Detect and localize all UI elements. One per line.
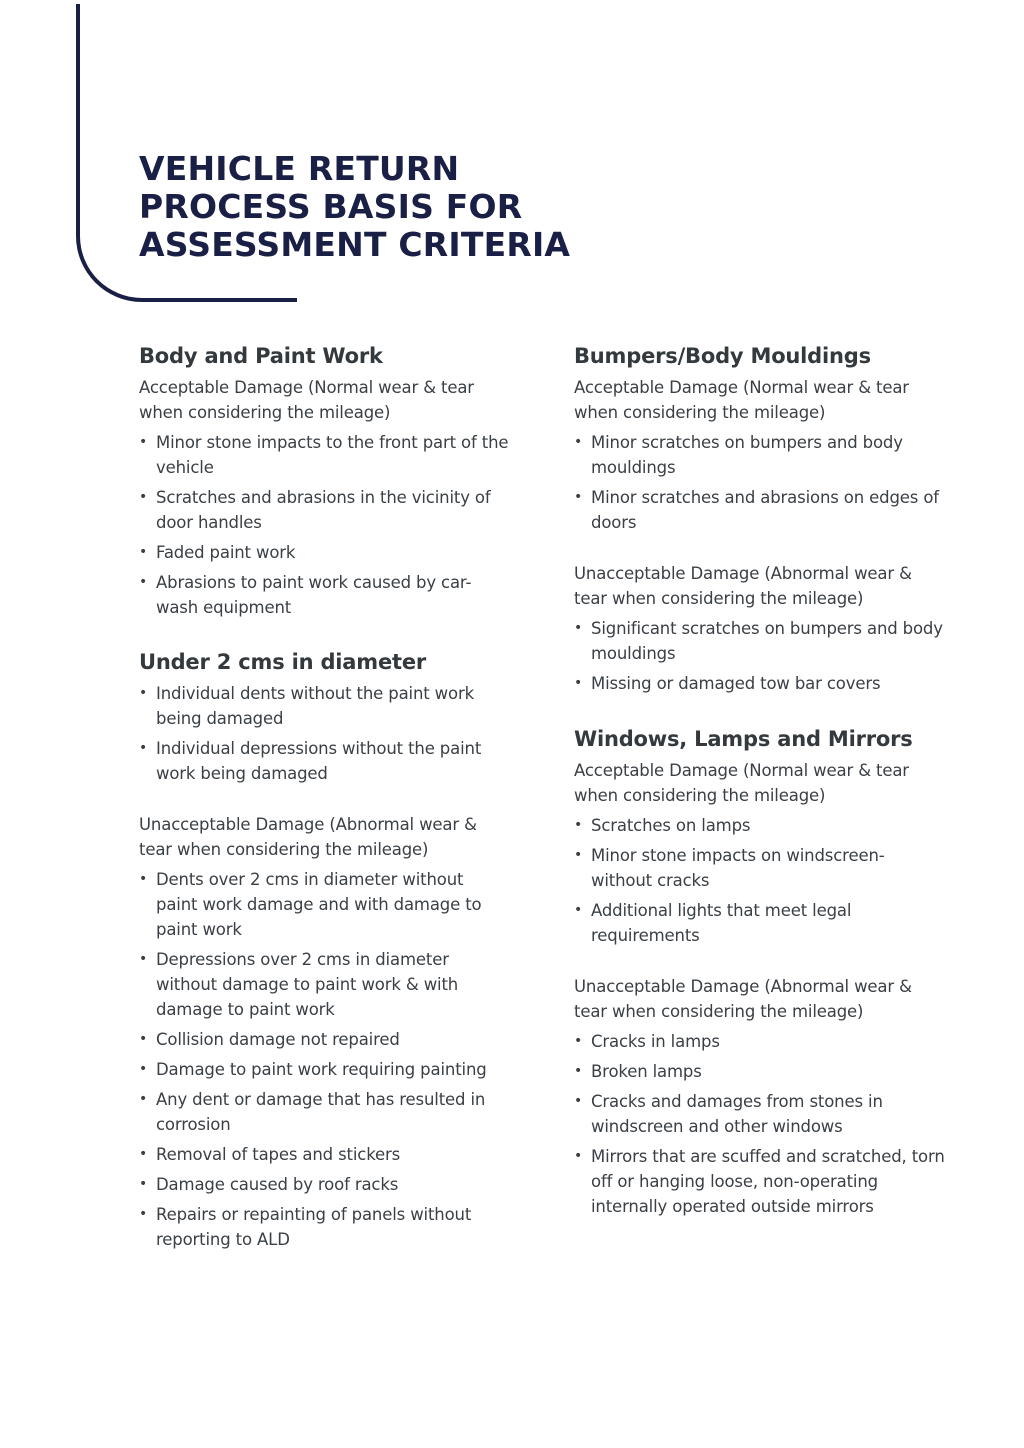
list-item: • Scratches on lamps bbox=[574, 813, 949, 838]
list-item: • Minor scratches on bumpers and body mouldings bbox=[574, 430, 949, 480]
section-bumpers bbox=[574, 344, 949, 696]
section-windows-lamps-mirrors bbox=[574, 727, 949, 1219]
bullet-icon: • bbox=[139, 489, 148, 505]
section-heading: Bumpers/Body Mouldings bbox=[574, 344, 871, 368]
bullet-icon: • bbox=[139, 1091, 148, 1107]
list-item: • Abrasions to paint work caused by car-wash equipment bbox=[139, 570, 509, 620]
list-item: • Faded paint work bbox=[139, 540, 509, 565]
bullet-icon: • bbox=[574, 847, 583, 863]
bullet-icon: • bbox=[139, 574, 148, 590]
bullet-icon: • bbox=[574, 1148, 583, 1164]
bullet-icon: • bbox=[139, 544, 148, 560]
bullet-icon: • bbox=[139, 1031, 148, 1047]
bullet-icon: • bbox=[139, 685, 148, 701]
bullet-icon: • bbox=[574, 620, 583, 636]
list-item: • Minor scratches and abrasions on edges of doors bbox=[574, 485, 949, 535]
bullet-icon: • bbox=[139, 1146, 148, 1162]
criteria-list bbox=[139, 867, 509, 1252]
page-title bbox=[139, 150, 570, 264]
bullet-icon: • bbox=[139, 434, 148, 450]
title-line-3: ASSESSMENT CRITERIA bbox=[139, 225, 571, 264]
list-item: • Dents over 2 cms in diameter without paint work damage and with damage to paint work bbox=[139, 867, 509, 942]
unacceptable-damage-label: Unacceptable Damage (Abnormal wear & tear when considering the mileage) bbox=[574, 564, 912, 608]
acceptable-damage-label: Acceptable Damage (Normal wear & tear when considering the mileage) bbox=[574, 761, 909, 805]
criteria-list bbox=[574, 1029, 949, 1219]
criteria-list bbox=[139, 681, 509, 786]
acceptable-damage-label: Acceptable Damage (Normal wear & tear when considering the mileage) bbox=[574, 378, 909, 422]
list-item: • Repairs or repainting of panels without reporting to ALD bbox=[139, 1202, 509, 1252]
section-body-paint bbox=[139, 344, 509, 620]
bullet-icon: • bbox=[574, 1093, 583, 1109]
bullet-icon: • bbox=[574, 675, 583, 691]
bullet-icon: • bbox=[574, 489, 583, 505]
list-item: • Damage to paint work requiring painting bbox=[139, 1057, 509, 1082]
list-item: • Damage caused by roof racks bbox=[139, 1172, 509, 1197]
criteria-list bbox=[574, 813, 949, 948]
criteria-list bbox=[574, 430, 949, 535]
list-item: • Additional lights that meet legal requirements bbox=[574, 898, 949, 948]
bullet-icon: • bbox=[574, 434, 583, 450]
list-item: • Mirrors that are scuffed and scratched, torn off or hanging loose, non-operating internally operated outside mirrors bbox=[574, 1144, 949, 1219]
bullet-icon: • bbox=[139, 1176, 148, 1192]
list-item: • Minor stone impacts on windscreen- without cracks bbox=[574, 843, 949, 893]
section-heading: Under 2 cms in diameter bbox=[139, 650, 427, 674]
bullet-icon: • bbox=[574, 817, 583, 833]
title-line-2: PROCESS BASIS FOR bbox=[139, 187, 523, 226]
acceptable-damage-label: Acceptable Damage (Normal wear & tear when considering the mileage) bbox=[139, 378, 474, 422]
list-item: • Collision damage not repaired bbox=[139, 1027, 509, 1052]
unacceptable-damage-label: Unacceptable Damage (Abnormal wear & tear when considering the mileage) bbox=[139, 815, 477, 859]
bullet-icon: • bbox=[139, 1061, 148, 1077]
section-under-2cm bbox=[139, 650, 509, 1252]
bullet-icon: • bbox=[139, 1206, 148, 1222]
list-item: • Cracks in lamps bbox=[574, 1029, 949, 1054]
bullet-icon: • bbox=[139, 951, 148, 967]
list-item: • Scratches and abrasions in the vicinity of door handles bbox=[139, 485, 509, 535]
list-item: • Cracks and damages from stones in windscreen and other windows bbox=[574, 1089, 949, 1139]
list-item: • Depressions over 2 cms in diameter without damage to paint work & with damage to paint work bbox=[139, 947, 509, 1022]
list-item: • Minor stone impacts to the front part of the vehicle bbox=[139, 430, 509, 480]
unacceptable-damage-label: Unacceptable Damage (Abnormal wear & tear when considering the mileage) bbox=[574, 977, 912, 1021]
bullet-icon: • bbox=[574, 1033, 583, 1049]
section-heading: Body and Paint Work bbox=[139, 344, 383, 368]
list-item: • Significant scratches on bumpers and body mouldings bbox=[574, 616, 949, 666]
bullet-icon: • bbox=[139, 740, 148, 756]
bullet-icon: • bbox=[574, 1063, 583, 1079]
left-column bbox=[139, 344, 509, 1282]
right-column bbox=[574, 344, 949, 1250]
list-item: • Individual dents without the paint work being damaged bbox=[139, 681, 509, 731]
section-heading: Windows, Lamps and Mirrors bbox=[574, 727, 913, 751]
list-item: • Removal of tapes and stickers bbox=[139, 1142, 509, 1167]
criteria-list bbox=[139, 430, 509, 620]
list-item: • Individual depressions without the paint work being damaged bbox=[139, 736, 509, 786]
title-line-1: VEHICLE RETURN bbox=[139, 149, 460, 188]
list-item: • Broken lamps bbox=[574, 1059, 949, 1084]
list-item: • Missing or damaged tow bar covers bbox=[574, 671, 949, 696]
bullet-icon: • bbox=[574, 902, 583, 918]
bullet-icon: • bbox=[139, 871, 148, 887]
list-item: • Any dent or damage that has resulted in corrosion bbox=[139, 1087, 509, 1137]
criteria-list bbox=[574, 616, 949, 696]
